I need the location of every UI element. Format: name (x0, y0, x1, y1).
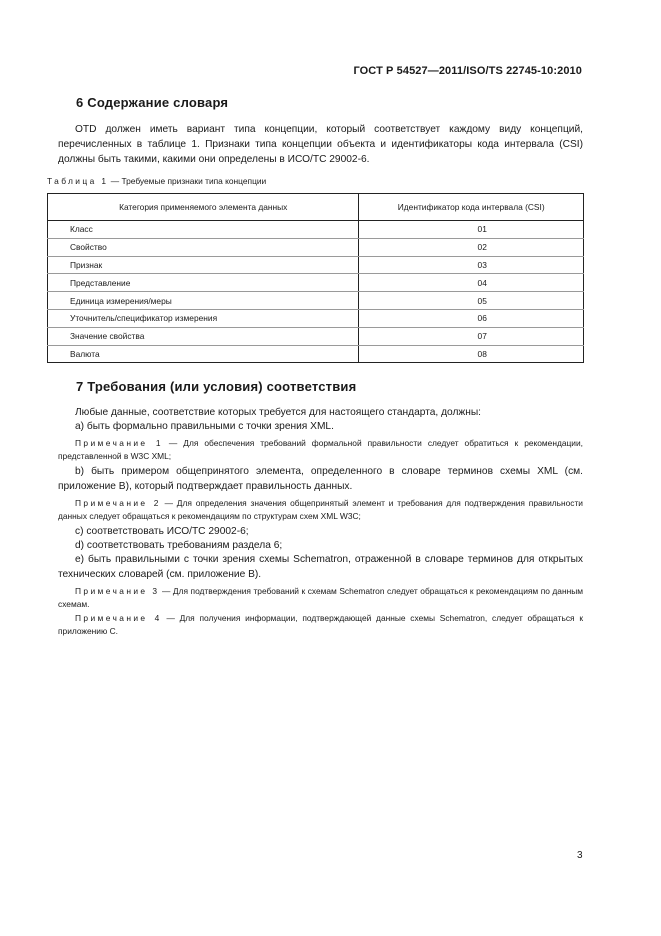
table-header-row (48, 194, 584, 221)
item-b: b) быть примером общепринятого элемента, определенного в словаре терминов схемы XML (см. приложение В), который подтверждает правильность данных. (58, 466, 583, 492)
item-a: а) быть формально правильными с точки зрения XML. (75, 421, 334, 432)
item-d: d) соответствовать требованиям раздела 6; (75, 540, 283, 551)
column-header-csi: Идентификатор кода интервала (CSI) (359, 194, 584, 221)
note-3 (58, 585, 583, 611)
table-caption (47, 176, 266, 186)
table-row (48, 292, 584, 310)
section-6-title: 6 Содержание словаря (76, 95, 229, 110)
item-c: c) соответствовать ИСО/ТС 29002-6; (75, 526, 249, 537)
cell-csi: 02 (359, 238, 584, 256)
cell-csi: 05 (359, 292, 584, 310)
note-2 (58, 497, 583, 523)
note-2-text: — Для определения значения общепринятый элемент и требования для подтверждения правильности данных следует обращаться к рекомендациям по структурам схем XML W3C; (58, 498, 583, 521)
cell-csi: 01 (359, 221, 584, 239)
table-row (48, 238, 584, 256)
table-row (48, 345, 584, 363)
note-1-label: Примечание 1 (75, 438, 163, 448)
cell-csi: 07 (359, 327, 584, 345)
cell-csi: 03 (359, 256, 584, 274)
cell-csi: 04 (359, 274, 584, 292)
section-7-intro: Любые данные, соответствие которых требуется для настоящего стандарта, должны: (75, 407, 482, 418)
cell-category: Класс (48, 221, 359, 239)
table-row (48, 309, 584, 327)
cell-category: Свойство (48, 238, 359, 256)
note-1-text: — Для обеспечения требований формальной правильности следует обратиться к рекомендации, представленной в W3C XML; (58, 438, 583, 461)
note-2-label: Примечание 2 (75, 498, 161, 508)
cell-csi: 08 (359, 345, 584, 363)
concept-type-table (47, 193, 584, 363)
table-row (48, 327, 584, 345)
cell-category: Уточнитель/спецификатор измерения (48, 309, 359, 327)
standard-header: ГОСТ Р 54527—2011/ISO/TS 22745-10:2010 (353, 65, 582, 77)
page-number: 3 (577, 850, 583, 861)
cell-category: Признак (48, 256, 359, 274)
note-4 (58, 612, 583, 638)
section-7-title: 7 Требования (или условия) соответствия (76, 379, 357, 394)
note-1 (58, 437, 583, 463)
cell-csi: 06 (359, 309, 584, 327)
note-4-label: Примечание 4 (75, 613, 162, 623)
item-e: e) быть правильными с точки зрения схемы Schematron, отраженной в словаре терминов для открытых технических словарей (см. приложение В). (58, 554, 583, 580)
table-caption-text: — Требуемые признаки типа концепции (108, 176, 267, 186)
cell-category: Валюта (48, 345, 359, 363)
section-6-paragraph: OTD должен иметь вариант типа концепции, который соответствует каждому виду концепций, перечисленных в таблице 1. Признаки типа концепции объекта и идентификаторы кода интервала (CSI) должны быть такими, какими они определены в ИСО/ТС 29002-6. (58, 124, 583, 165)
table-caption-label: Таблица 1 (47, 176, 109, 186)
table-row (48, 256, 584, 274)
table-row (48, 221, 584, 239)
cell-category: Единица измерения/меры (48, 292, 359, 310)
table-row (48, 274, 584, 292)
note-3-text: — Для подтверждения требований к схемам Schematron следует обращаться к рекомендациям по данным схемам. (58, 586, 583, 609)
cell-category: Значение свойства (48, 327, 359, 345)
note-4-text: — Для получения информации, подтверждающей данные схемы Schematron, следует обращаться к приложению С. (58, 613, 583, 636)
note-3-label: Примечание 3 (75, 586, 160, 596)
column-header-category: Категория применяемого элемента данных (48, 194, 359, 221)
cell-category: Представление (48, 274, 359, 292)
